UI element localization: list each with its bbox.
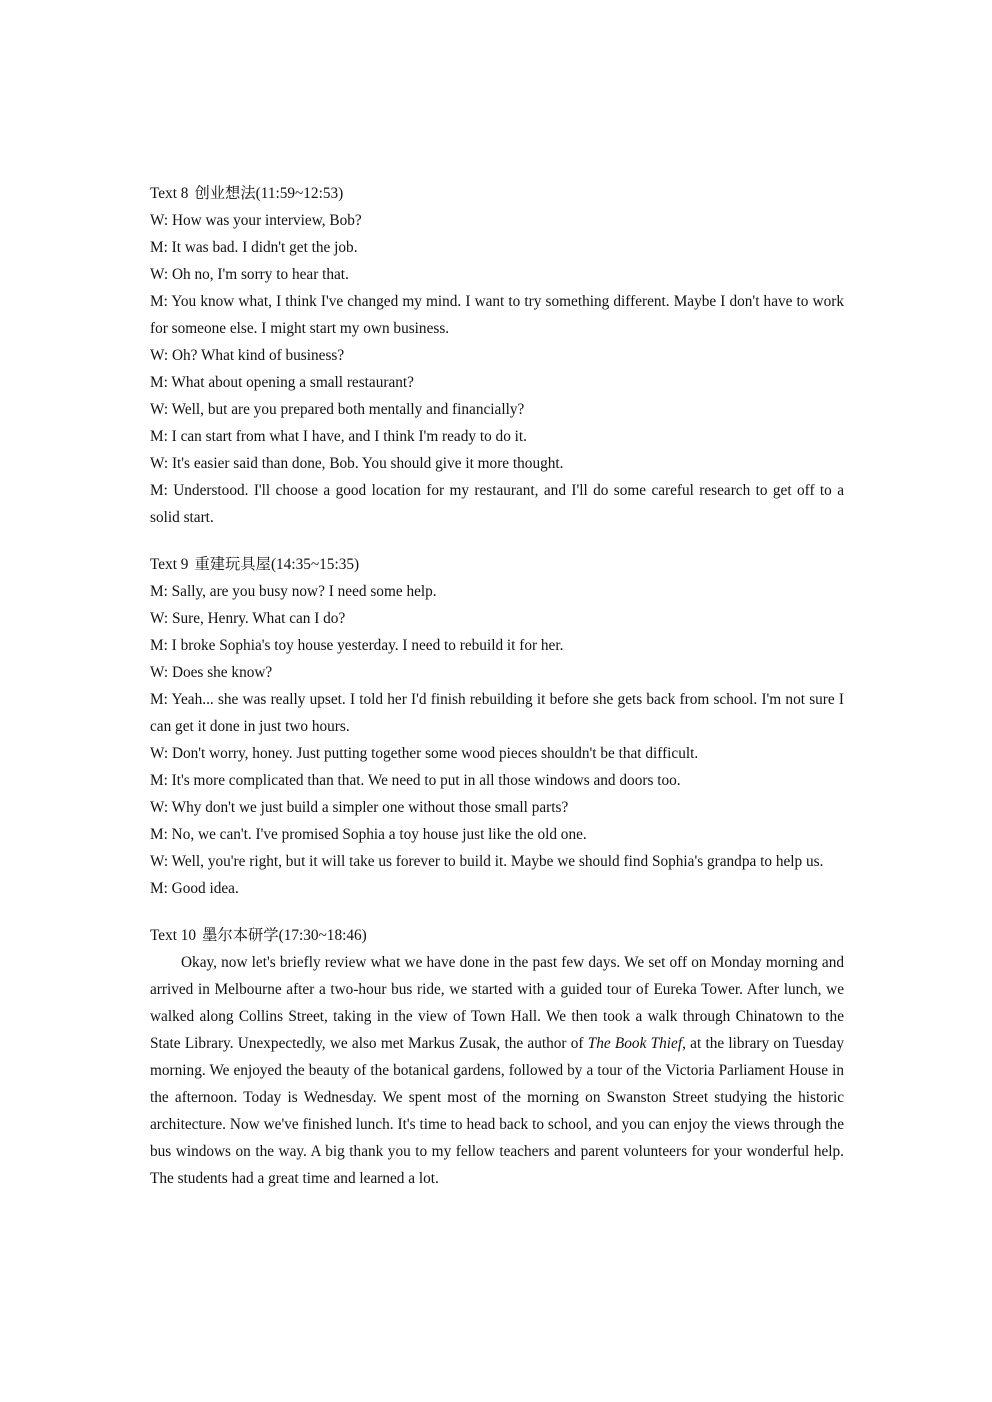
section-heading <box>150 180 844 207</box>
dialogue-line: M: I broke Sophia's toy house yesterday. I need to rebuild it for her. <box>150 637 564 654</box>
dialogue-line: W: Don't worry, honey. Just putting together some wood pieces shouldn't be that difficult. <box>150 745 699 762</box>
section-title: 重建玩具屋 <box>194 556 271 573</box>
section-time: (14:35~15:35) <box>270 556 360 573</box>
monologue-text-start: Okay, now let's briefly review what we have done in the past few days. We set off on Monday morning and arrived in Melbourne after a two-hour bus ride, we started with a guided tour of Eureka Tower. After lunch, we walked along Collins Street, taking in the view of Town Hall. We then took a walk through Chinatown to the State Library. Unexpectedly, we also met Markus Zusak, the author of <box>150 954 844 1052</box>
dialogue-line: M: Understood. I'll choose a good location for my restaurant, and I'll do some careful research to get off to a solid start. <box>150 482 844 526</box>
section-text-10 <box>150 922 844 1192</box>
document-page <box>150 180 844 1192</box>
section-title: 墨尔本研学 <box>202 927 279 944</box>
dialogue-line: W: Why don't we just build a simpler one without those small parts? <box>150 799 569 816</box>
dialogue-line: M: You know what, I think I've changed my mind. I want to try something different. Maybe I don't have to work for someone else. I might start my own business. <box>150 293 844 337</box>
dialogue-line: W: Does she know? <box>150 664 273 681</box>
section-label: Text 8 <box>150 185 189 202</box>
dialogue-line: M: Sally, are you busy now? I need some help. <box>150 583 437 600</box>
section-text-9 <box>150 551 844 902</box>
section-label: Text 9 <box>150 556 189 573</box>
dialogue-line: M: It was bad. I didn't get the job. <box>150 239 358 256</box>
dialogue-line: M: I can start from what I have, and I think I'm ready to do it. <box>150 428 527 445</box>
dialogue-line: W: Oh no, I'm sorry to hear that. <box>150 266 349 283</box>
section-time: (17:30~18:46) <box>278 927 367 944</box>
dialogue-line: M: Yeah... she was really upset. I told her I'd finish rebuilding it before she gets back from school. I'm not sure I can get it done in just two hours. <box>150 691 844 735</box>
dialogue-line: W: Oh? What kind of business? <box>150 347 345 364</box>
dialogue-line: W: Well, you're right, but it will take us forever to build it. Maybe we should find Sophia's grandpa to help us. <box>150 853 824 870</box>
section-label: Text 10 <box>150 927 197 944</box>
section-text-8 <box>150 180 844 531</box>
dialogue-line: W: It's easier said than done, Bob. You should give it more thought. <box>150 455 564 472</box>
dialogue-line: W: Well, but are you prepared both mentally and financially? <box>150 401 525 418</box>
dialogue-line: M: No, we can't. I've promised Sophia a toy house just like the old one. <box>150 826 587 843</box>
monologue-text-end: , at the library on Tuesday morning. We enjoyed the beauty of the botanical gardens, followed by a tour of the Victoria Parliament House in the afternoon. Today is Wednesday. We spent most of the morning on Swanston Street studying the historic architecture. Now we've finished lunch. It's time to head back to school, and you can enjoy the views through the bus windows on the way. A big thank you to my fellow teachers and parent volunteers for your wonderful help. The students had a great time and learned a lot. <box>150 1035 844 1187</box>
dialogue-line: W: How was your interview, Bob? <box>150 212 362 229</box>
dialogue-line: M: Good idea. <box>150 880 239 897</box>
dialogue-line: W: Sure, Henry. What can I do? <box>150 610 346 627</box>
dialogue-line: M: It's more complicated than that. We need to put in all those windows and doors too. <box>150 772 681 789</box>
monologue-paragraph <box>150 949 844 1192</box>
book-title: The Book Thief <box>587 1035 683 1052</box>
section-time: (11:59~12:53) <box>255 185 344 202</box>
section-heading <box>150 551 844 578</box>
section-heading <box>150 922 844 949</box>
dialogue-line: M: What about opening a small restaurant? <box>150 374 414 391</box>
section-title: 创业想法 <box>194 185 256 202</box>
